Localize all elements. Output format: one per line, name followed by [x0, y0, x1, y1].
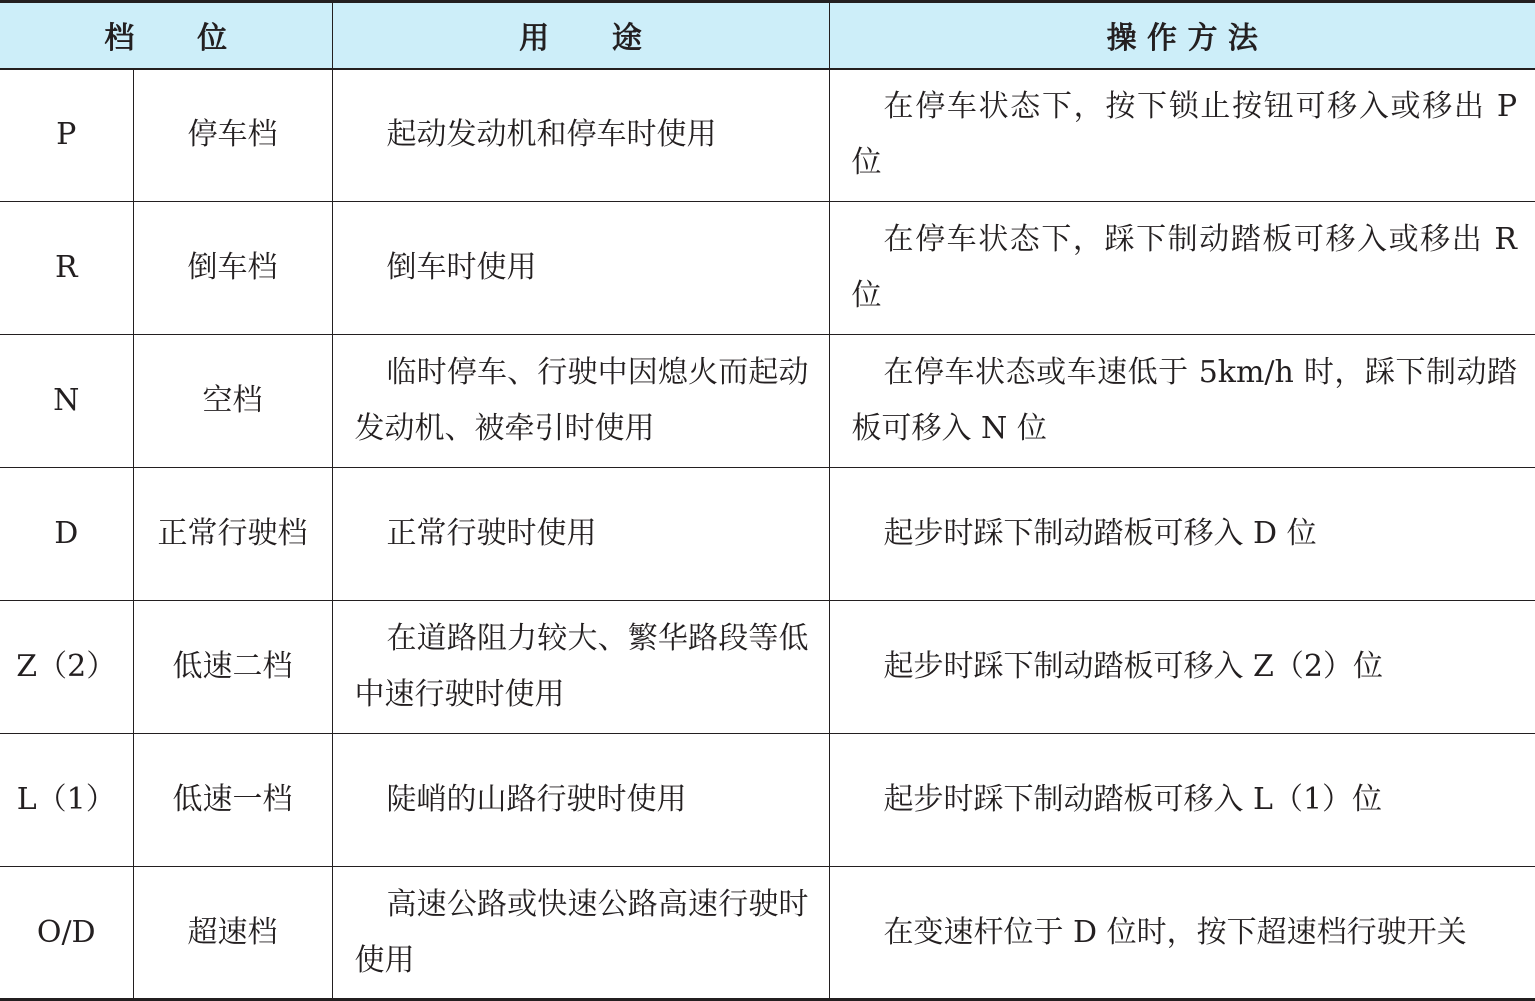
gear-purpose: 在道路阻力较大、繁华路段等低中速行驶时使用: [354, 621, 809, 712]
gear-purpose-cell: [332, 202, 829, 335]
gear-operation: 在停车状态下，踩下制动踏板可移入或移出 R 位: [851, 222, 1518, 313]
gear-operation-cell: [829, 468, 1535, 601]
table-row-r: [0, 202, 1535, 335]
gear-name: 正常行驶档: [133, 468, 332, 601]
table-header: [0, 2, 1535, 69]
gear-operation-cell: [829, 335, 1535, 468]
table-row-p: [0, 69, 1535, 202]
gear-code: D: [0, 468, 133, 601]
gear-operation-cell: [829, 734, 1535, 867]
gear-code: P: [0, 69, 133, 202]
gear-purpose: 陡峭的山路行驶时使用: [386, 782, 687, 817]
gear-operation-cell: [829, 69, 1535, 202]
gear-purpose-cell: [332, 734, 829, 867]
gear-purpose: 倒车时使用: [386, 250, 537, 285]
gear-operation-cell: [829, 867, 1535, 1000]
gear-purpose: 临时停车、行驶中因熄火而起动发动机、被牵引时使用: [354, 355, 809, 446]
table-row-d: [0, 468, 1535, 601]
gear-operation: 在停车状态下，按下锁止按钮可移入或移出 P 位: [851, 89, 1518, 181]
gear-operation: 在变速杆位于 D 位时，按下超速档行驶开关: [883, 914, 1467, 950]
gear-operation: 在停车状态或车速低于 5km/h 时，踩下制动踏板可移入 N 位: [851, 355, 1518, 446]
gear-name: 停车档: [133, 69, 332, 202]
gear-purpose-cell: [332, 867, 829, 1000]
gear-name: 倒车档: [133, 202, 332, 335]
header-gear: 档 位: [0, 2, 332, 69]
gear-purpose-cell: [332, 468, 829, 601]
header-row: [0, 2, 1535, 69]
gear-purpose: 正常行驶时使用: [386, 516, 597, 551]
gear-name: 超速档: [133, 867, 332, 1000]
table-body: [0, 69, 1535, 1000]
gear-operation-cell: [829, 202, 1535, 335]
table-row-od: [0, 867, 1535, 1000]
gear-name: 低速一档: [133, 734, 332, 867]
gear-code: L（1）: [0, 734, 133, 867]
gear-code: R: [0, 202, 133, 335]
gear-operation: 起步时踩下制动踏板可移入 D 位: [883, 516, 1317, 551]
table-row-z2: [0, 601, 1535, 734]
gear-purpose: 起动发动机和停车时使用: [386, 117, 717, 153]
header-purpose: 用 途: [332, 2, 829, 69]
gear-code: Z（2）: [0, 601, 133, 734]
gear-purpose-cell: [332, 601, 829, 734]
gear-purpose-cell: [332, 69, 829, 202]
table-row-l1: [0, 734, 1535, 867]
gear-code: O/D: [0, 867, 133, 1000]
gear-purpose-cell: [332, 335, 829, 468]
gear-name: 空档: [133, 335, 332, 468]
gear-operation-cell: [829, 601, 1535, 734]
gear-operation: 起步时踩下制动踏板可移入 Z（2）位: [883, 649, 1383, 684]
gear-code: N: [0, 335, 133, 468]
header-operation: 操 作 方 法: [829, 2, 1535, 69]
gear-purpose: 高速公路或快速公路高速行驶时使用: [354, 886, 809, 978]
table-row-n: [0, 335, 1535, 468]
gear-name: 低速二档: [133, 601, 332, 734]
gear-operation: 起步时踩下制动踏板可移入 L（1）位: [883, 782, 1383, 817]
